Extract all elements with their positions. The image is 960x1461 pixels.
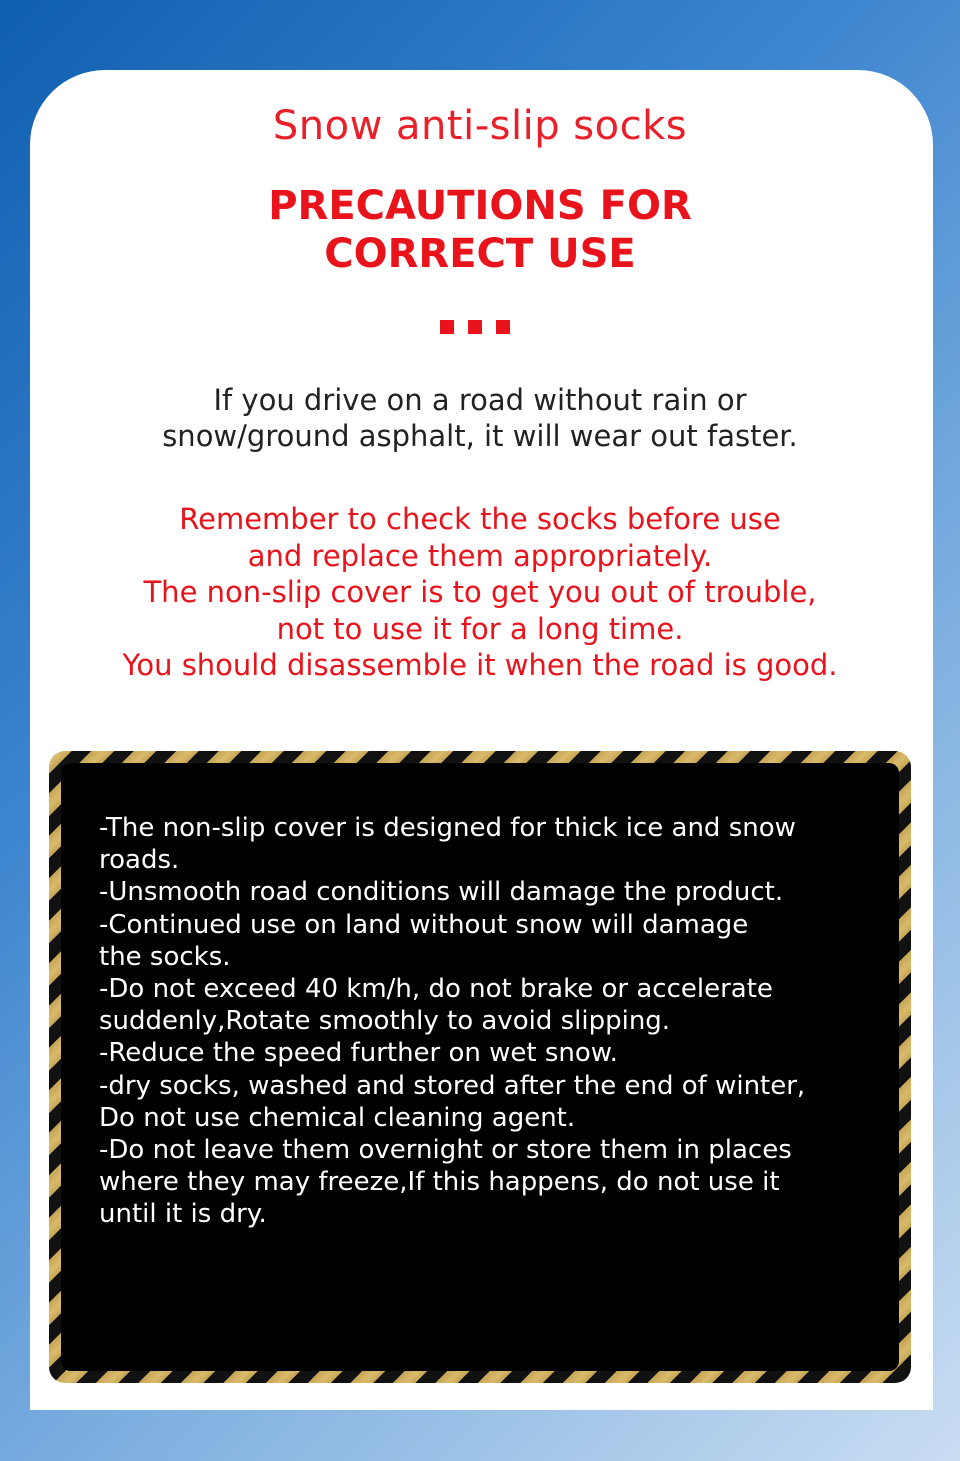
notice-line: snow/ground asphalt, it will wear out faster. <box>162 419 798 453</box>
notice-line: If you drive on a road without rain or <box>213 383 747 417</box>
rule-line: roads. <box>99 845 180 876</box>
reminder-notice <box>0 501 960 684</box>
rule-line: -Continued use on land without snow will damage <box>99 909 749 940</box>
heading-line: CORRECT USE <box>324 231 636 277</box>
rule-line: -Do not exceed 40 km/h, do not brake or accelerate <box>99 974 773 1005</box>
rule-line: -Do not leave them overnight or store them in places <box>99 1135 792 1166</box>
rule-line: -Unsmooth road conditions will damage the product. <box>99 877 784 908</box>
separator-dots <box>440 320 510 334</box>
rule-line: -Reduce the speed further on wet snow. <box>99 1038 618 1069</box>
rule-line: suddenly,Rotate smoothly to avoid slipping. <box>99 1006 671 1037</box>
wear-notice <box>0 382 960 454</box>
dot <box>440 320 454 334</box>
rule-line: the socks. <box>99 941 231 972</box>
reminder-line: Remember to check the socks before use <box>179 502 781 536</box>
reminder-line: not to use it for a long time. <box>276 611 684 646</box>
heading-line: PRECAUTIONS FOR <box>268 183 692 229</box>
precautions-heading <box>0 182 960 278</box>
dot <box>468 320 482 334</box>
rule-line: until it is dry. <box>99 1199 267 1230</box>
reminder-line: and replace them appropriately. <box>247 538 713 573</box>
reminder-line: The non-slip cover is to get you out of trouble, <box>143 575 817 609</box>
rule-line: -The non-slip cover is designed for thick ice and snow <box>99 813 796 843</box>
rule-line: Do not use chemical cleaning agent. <box>99 1102 576 1133</box>
rule-line: where they may freeze,If this happens, do not use it <box>99 1167 780 1198</box>
dot <box>496 320 510 334</box>
reminder-line: You should disassemble it when the road is good. <box>122 648 838 682</box>
rule-line: -dry socks, washed and stored after the end of winter, <box>99 1070 806 1101</box>
product-title: Snow anti-slip socks <box>272 103 688 149</box>
usage-rules <box>99 812 889 1231</box>
